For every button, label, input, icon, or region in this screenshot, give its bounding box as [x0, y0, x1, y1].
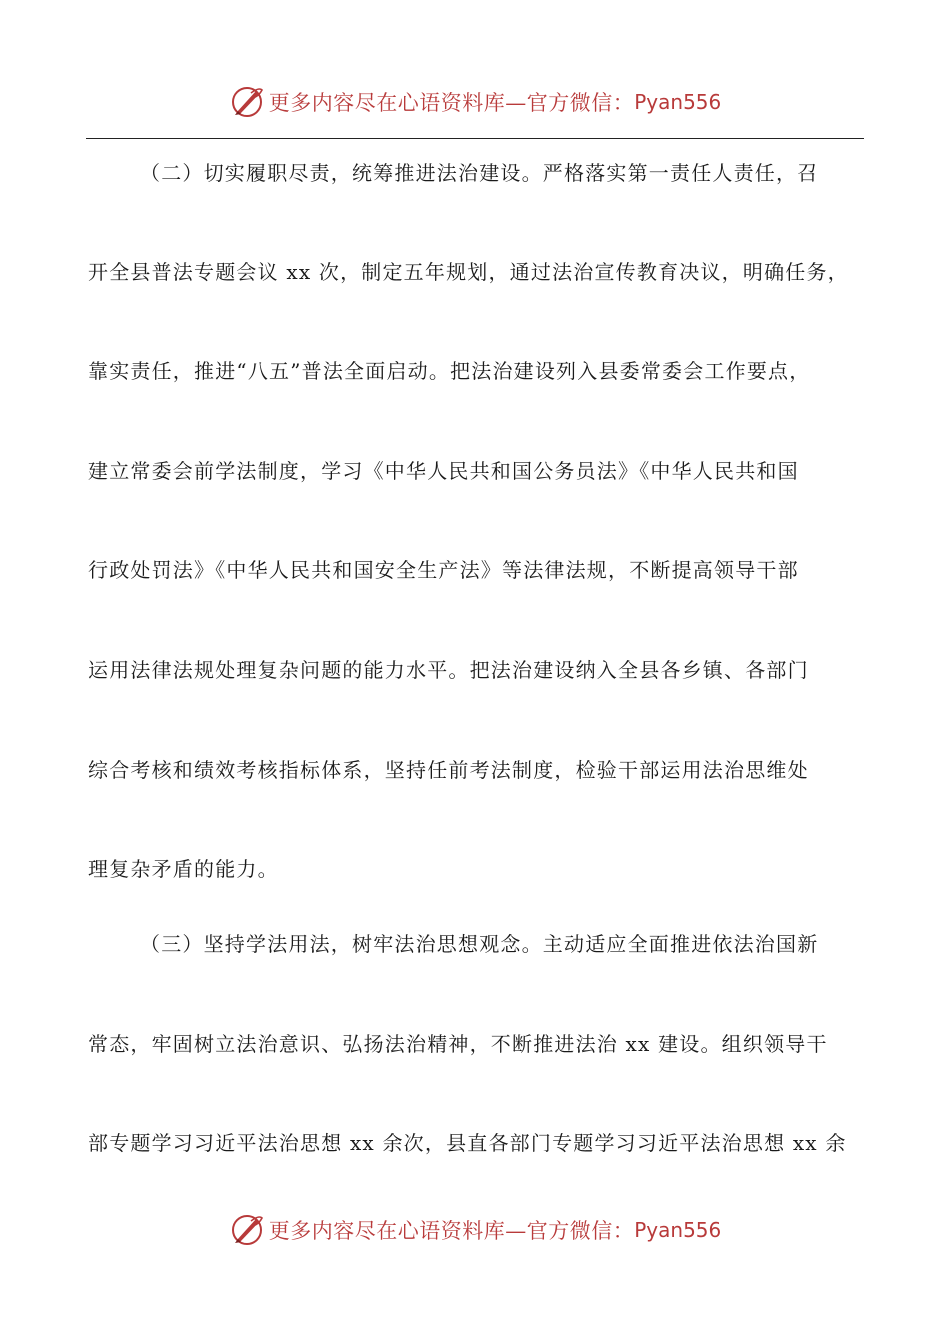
body-line-2: 开全县普法专题会议 xx 次，制定五年规划，通过法治宣传教育决议，明确任务， — [88, 260, 849, 284]
body-line-8: 理复杂矛盾的能力。 — [88, 857, 279, 881]
footer-banner-text: 更多内容尽在心语资料库—官方微信： — [268, 1219, 635, 1243]
footer-banner-contact: Pyan556 — [634, 1218, 722, 1242]
body-line-4: 建立常委会前学法制度，学习《中华人民共和国公务员法》《中华人民共和国 — [88, 459, 799, 483]
body-line-11: 部专题学习习近平法治思想 xx 余次，县直各部门专题学习习近平法治思想 xx 余 — [88, 1131, 847, 1155]
body-line-10: 常态，牢固树立法治意识、弘扬法治精神，不断推进法治 xx 建设。组织领导干 — [88, 1032, 828, 1056]
body-line-6: 运用法律法规处理复杂问题的能力水平。把法治建设纳入全县各乡镇、各部门 — [88, 658, 809, 682]
header-divider — [86, 138, 864, 139]
header-banner-contact: Pyan556 — [634, 90, 722, 114]
quill-pen-logo-icon — [229, 84, 265, 120]
footer-banner — [0, 1208, 950, 1252]
quill-pen-logo-icon — [229, 1212, 265, 1248]
body-line-9: （三）坚持学法用法，树牢法治思想观念。主动适应全面推进依法治国新 — [140, 932, 819, 956]
body-line-3: 靠实责任，推进“八五”普法全面启动。把法治建设列入县委常委会工作要点， — [88, 359, 811, 383]
header-banner-text: 更多内容尽在心语资料库—官方微信： — [268, 91, 635, 115]
body-line-7: 综合考核和绩效考核指标体系，坚持任前考法制度，检验干部运用法治思维处 — [88, 758, 809, 782]
header-banner — [0, 80, 950, 124]
body-line-5: 行政处罚法》《中华人民共和国安全生产法》等法律法规，不断提高领导干部 — [88, 558, 799, 582]
body-line-1: （二）切实履职尽责，统筹推进法治建设。严格落实第一责任人责任，召 — [140, 161, 819, 185]
